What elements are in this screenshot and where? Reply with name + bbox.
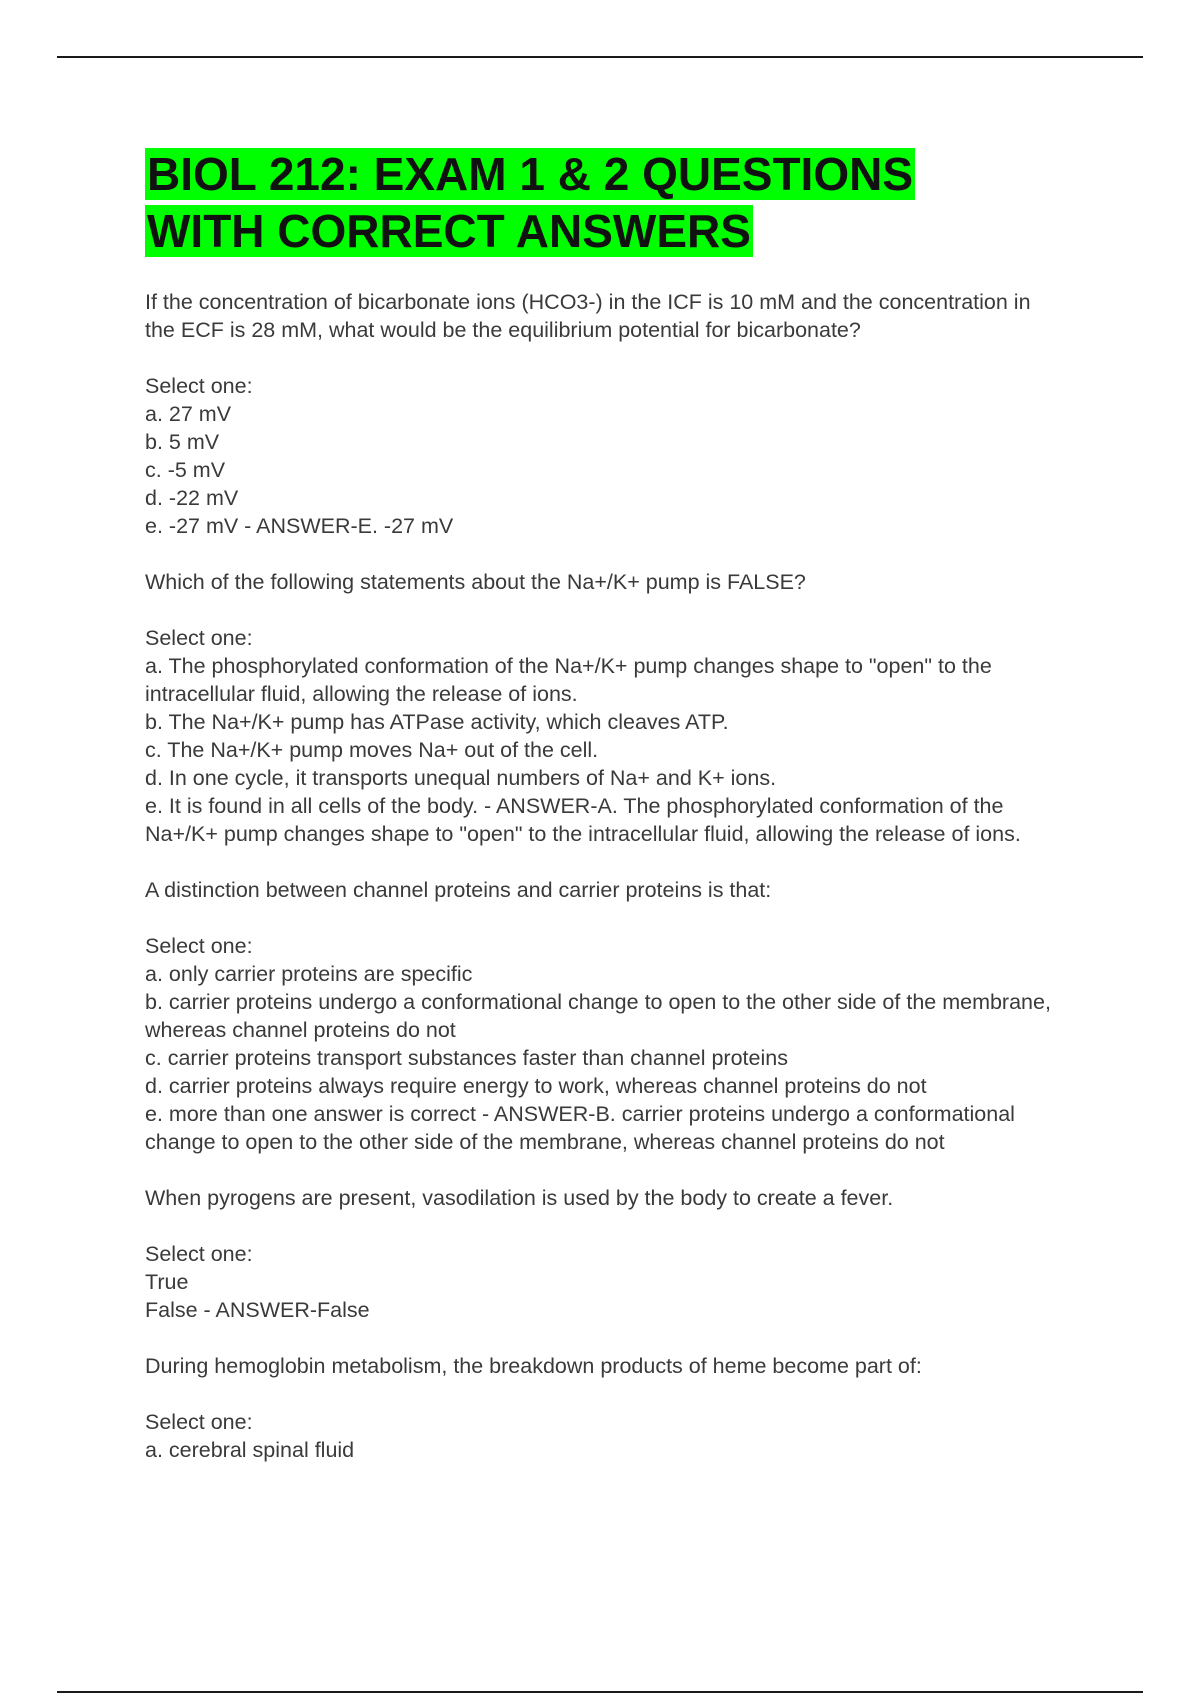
option-list bbox=[145, 932, 1065, 1156]
title-line-2: WITH CORRECT ANSWERS bbox=[147, 205, 751, 257]
select-label: Select one: bbox=[145, 1410, 253, 1434]
question-4 bbox=[145, 1184, 1065, 1324]
question-text: Which of the following statements about the Na+/K+ pump is FALSE? bbox=[145, 570, 806, 594]
select-label: Select one: bbox=[145, 934, 253, 958]
document-body bbox=[145, 146, 1065, 1492]
option-item: a. only carrier proteins are specific bbox=[145, 962, 473, 986]
option-list bbox=[145, 1408, 1065, 1464]
option-item: b. The Na+/K+ pump has ATPase activity, which cleaves ATP. bbox=[145, 710, 729, 734]
option-item-answer: e. -27 mV - ANSWER-E. -27 mV bbox=[145, 514, 454, 538]
option-item: d. carrier proteins always require energy to work, whereas channel proteins do not bbox=[145, 1074, 927, 1098]
question-text: A distinction between channel proteins and carrier proteins is that: bbox=[145, 878, 772, 902]
top-rule bbox=[57, 56, 1143, 58]
option-item: c. -5 mV bbox=[145, 458, 226, 482]
option-item-answer: e. more than one answer is correct - ANSWER-B. carrier proteins undergo a conformational change to open to the other side of the membrane, whereas channel proteins do not bbox=[145, 1102, 1015, 1154]
option-item: True bbox=[145, 1270, 189, 1294]
question-text: When pyrogens are present, vasodilation is used by the body to create a fever. bbox=[145, 1186, 894, 1210]
question-3 bbox=[145, 876, 1065, 1156]
question-text: During hemoglobin metabolism, the breakdown products of heme become part of: bbox=[145, 1354, 922, 1378]
question-text: If the concentration of bicarbonate ions (HCO3-) in the ICF is 10 mM and the concentration in the ECF is 28 mM, what would be the equilibrium potential for bicarbonate? bbox=[145, 290, 1031, 342]
select-label: Select one: bbox=[145, 1242, 253, 1266]
option-item: a. cerebral spinal fluid bbox=[145, 1438, 355, 1462]
title-line-1: BIOL 212: EXAM 1 & 2 QUESTIONS bbox=[147, 148, 914, 200]
option-item: c. The Na+/K+ pump moves Na+ out of the cell. bbox=[145, 738, 599, 762]
bottom-rule bbox=[57, 1691, 1143, 1693]
select-label: Select one: bbox=[145, 626, 253, 650]
option-item: d. -22 mV bbox=[145, 486, 239, 510]
option-item: d. In one cycle, it transports unequal numbers of Na+ and K+ ions. bbox=[145, 766, 777, 790]
option-list bbox=[145, 624, 1065, 848]
option-list bbox=[145, 1240, 1065, 1324]
option-item: b. 5 mV bbox=[145, 430, 220, 454]
question-2 bbox=[145, 568, 1065, 848]
document-title bbox=[145, 146, 1065, 260]
option-item: a. 27 mV bbox=[145, 402, 232, 426]
option-item: b. carrier proteins undergo a conformational change to open to the other side of the membrane, whereas channel proteins do not bbox=[145, 990, 1051, 1042]
option-list bbox=[145, 372, 1065, 540]
option-item: a. The phosphorylated conformation of the Na+/K+ pump changes shape to "open" to the intracellular fluid, allowing the release of ions. bbox=[145, 654, 992, 706]
option-item-answer: e. It is found in all cells of the body. - ANSWER-A. The phosphorylated conformation of the Na+/K+ pump changes shape to "open" to the intracellular fluid, allowing the release of ions. bbox=[145, 794, 1021, 846]
option-item-answer: False - ANSWER-False bbox=[145, 1298, 370, 1322]
option-item: c. carrier proteins transport substances faster than channel proteins bbox=[145, 1046, 788, 1070]
question-5 bbox=[145, 1352, 1065, 1464]
select-label: Select one: bbox=[145, 374, 253, 398]
question-1 bbox=[145, 288, 1065, 540]
